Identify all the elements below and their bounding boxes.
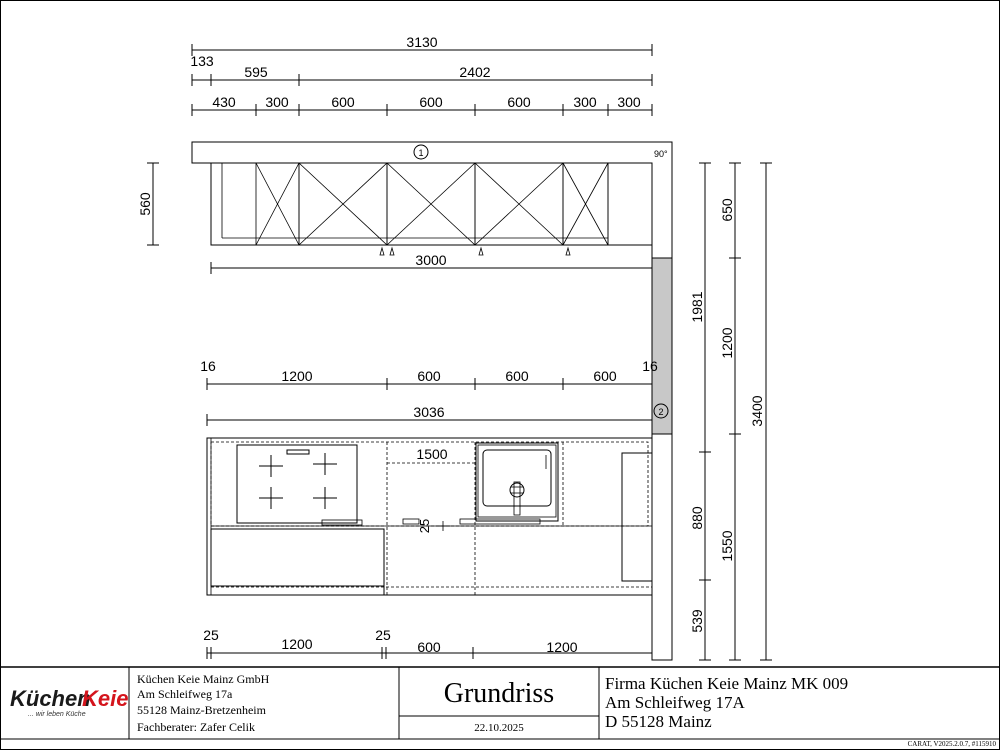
tall-cabinet xyxy=(622,453,652,581)
logo-tagline: ... wir leben Küche xyxy=(28,711,86,718)
dim-bottom-600: 600 xyxy=(417,639,441,655)
company-line-3: Fachberater: Zafer Celik xyxy=(137,720,255,734)
dim-row3-5: 300 xyxy=(573,94,597,110)
dim-row3-2: 600 xyxy=(331,94,355,110)
dim-right-1550: 1550 xyxy=(719,530,735,562)
client-line-2: D 55128 Mainz xyxy=(605,712,712,731)
dim-left-gap: 16 xyxy=(200,358,216,374)
dim-row2-right: 2402 xyxy=(459,64,491,80)
right-wall xyxy=(652,163,772,660)
burners xyxy=(259,453,337,509)
dim-small-25: 25 xyxy=(417,518,432,534)
dim-seg-1: 600 xyxy=(417,368,441,384)
dim-bottom-1200a: 1200 xyxy=(281,636,313,652)
dim-bottom-left: 25 xyxy=(203,627,219,643)
company-line-1: Am Schleifweg 17a xyxy=(137,687,233,701)
software-footer: CARAT, V2025.2.0.7, #115910 xyxy=(907,740,996,748)
dim-seg-0: 1200 xyxy=(281,368,313,384)
logo-part-b: Keie xyxy=(82,686,129,711)
cooktop xyxy=(237,445,357,523)
bottom-dimension-chain xyxy=(203,627,652,659)
drawing-frame xyxy=(1,1,1000,750)
dim-row2-mid: 595 xyxy=(244,64,268,80)
logo-part-a: Küchen xyxy=(10,686,91,711)
dim-upper-width: 3000 xyxy=(415,252,447,268)
upper-cabinets xyxy=(137,142,672,660)
dim-right-650: 650 xyxy=(719,198,735,222)
dim-row2-left: 133 xyxy=(190,53,214,69)
dim-counter-inner: 1500 xyxy=(416,446,448,462)
dim-seg-3: 600 xyxy=(593,368,617,384)
company-line-0: Küchen Keie Mainz GmbH xyxy=(137,672,270,686)
dim-row3-1: 300 xyxy=(265,94,289,110)
angle-label: 90° xyxy=(654,149,668,159)
dim-upper-depth: 560 xyxy=(137,192,153,216)
dim-right-1981: 1981 xyxy=(689,291,705,323)
dim-bottom-gap: 25 xyxy=(375,627,391,643)
base-cabinets xyxy=(207,438,652,595)
dim-right-880: 880 xyxy=(689,506,705,530)
drawing-date: 22.10.2025 xyxy=(474,722,524,734)
dim-row3-6: 300 xyxy=(617,94,641,110)
dim-right-539: 539 xyxy=(689,609,705,633)
dim-right-3400: 3400 xyxy=(749,395,765,427)
dim-row3-4: 600 xyxy=(507,94,531,110)
client-line-0: Firma Küchen Keie Mainz MK 009 xyxy=(605,674,849,693)
dim-seg-2: 600 xyxy=(505,368,529,384)
dim-row3-3: 600 xyxy=(419,94,443,110)
drawing-title: Grundriss xyxy=(443,678,555,709)
sink-drain xyxy=(510,483,524,497)
svg-text:2: 2 xyxy=(658,407,664,417)
company-logo xyxy=(10,686,128,718)
dim-lower-overall: 3036 xyxy=(413,404,445,420)
wall-outline xyxy=(192,142,672,660)
top-dimension-chains xyxy=(190,34,652,116)
dim-right-1200: 1200 xyxy=(719,327,735,359)
dim-overall-top: 3130 xyxy=(406,34,438,50)
company-line-2: 55128 Mainz-Bretzenheim xyxy=(137,703,266,717)
lower-dimension-chains xyxy=(200,358,658,426)
dim-bottom-1200b: 1200 xyxy=(546,639,578,655)
dim-row3-0: 430 xyxy=(212,94,236,110)
dim-right-gap: 16 xyxy=(642,358,658,374)
svg-text:1: 1 xyxy=(418,148,424,158)
sink-basin xyxy=(483,450,551,506)
client-line-1: Am Schleifweg 17A xyxy=(605,693,745,712)
title-block xyxy=(0,667,1000,748)
